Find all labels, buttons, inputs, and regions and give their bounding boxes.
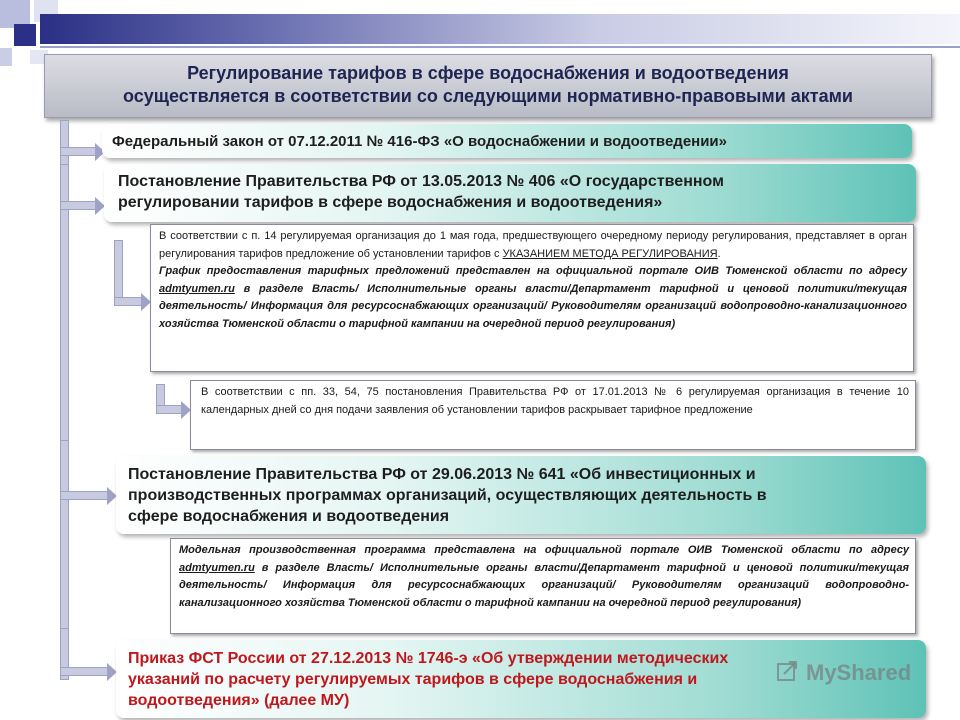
note1-period: . <box>717 247 721 260</box>
header-divider <box>40 46 960 48</box>
note3-site-link[interactable]: admtyumen.ru <box>179 561 255 574</box>
resolution-406-line-1: Постановление Правительства РФ от 13.05.2013 № 406 «О государственном <box>118 173 724 190</box>
share-icon <box>776 660 800 684</box>
note1-text: В соответствии с п. 14 регулируемая организация до 1 мая года, предшествующего очередному периоду регулирования, представляет в орган регулирования тарифов предложение об установлении тарифов с <box>159 230 907 260</box>
title-line-1: Регулирование тарифов в сфере водоснабжения и водоотведения <box>187 63 789 83</box>
slide-title <box>44 54 932 118</box>
note3-path: в разделе Власть/ Исполнительные органы власти/Департамент тарифной и ценовой политики/текущая деятельность/ Информация для ресурсоснабжающих организаций/ Руководителям организаций водопроводно-канализационного хозяйства Тюменской области о тарифной кампании на очередной период регулирования) <box>179 561 909 609</box>
watermark <box>776 658 926 688</box>
note-tariff-proposal <box>150 224 914 372</box>
resolution-641-line-2: производственных программах организаций, осуществляющих деятельность в <box>128 487 767 504</box>
note-model-program <box>170 538 916 634</box>
note3-text: Модельная производственная программа представлена на официальной портале ОИВ Тюменской области по адресу <box>179 544 909 556</box>
fst-order-line-3: водоотведения» (далее МУ) <box>128 692 350 709</box>
connector-arrow <box>156 384 182 414</box>
note2-text: В соответствии с пп. 33, 54, 75 постановления Правительства РФ от 17.01.2013 № 6 регулируемая организация в течение 10 календарных дней со дня подачи заявления об установлении тарифов раскрывает тарифное предложение <box>201 386 909 416</box>
connector-arrow <box>114 240 142 306</box>
watermark-text: MyShared <box>806 660 912 685</box>
federal-law-box <box>102 124 912 158</box>
resolution-641-line-3: сфере водоснабжения и водоотведения <box>128 508 450 525</box>
note1-schedule-text: График предоставления тарифных предложений представлен на официальной портале ОИВ Тюменской области по адресу <box>159 265 907 277</box>
connector-arrow <box>60 120 96 156</box>
fst-order-line-1: Приказ ФСТ России от 27.12.2013 № 1746-э «Об утверждении методических <box>128 650 729 667</box>
title-line-2: осуществляется в соответствии со следующими нормативно-правовыми актами <box>123 86 853 106</box>
note1-underlined: УКАЗАНИЕМ МЕТОДА РЕГУЛИРОВАНИЯ <box>502 247 718 260</box>
resolution-641-box <box>116 456 926 534</box>
decor-square <box>14 24 36 46</box>
resolution-406-line-2: регулировании тарифов в сфере водоснабжения и водоотведения» <box>118 194 663 211</box>
fst-order-line-2: указаний по расчету регулируемых тарифов в сфере водоснабжения и <box>128 671 698 688</box>
note-disclosure <box>190 380 916 450</box>
resolution-641-line-1: Постановление Правительства РФ от 29.06.2013 № 641 «Об инвестиционных и <box>128 466 756 483</box>
resolution-406-box <box>104 164 916 222</box>
note1-site-link[interactable]: admtyumen.ru <box>159 282 235 295</box>
federal-law-text: Федеральный закон от 07.12.2011 № 416-ФЗ «О водоснабжении и водоотведении» <box>112 133 727 150</box>
connector-arrow <box>60 440 108 500</box>
connector-arrow <box>60 164 96 210</box>
connector-arrow <box>60 628 108 676</box>
note1-schedule-path: в разделе Власть/ Исполнительные органы власти/Департамент тарифной и ценовой политики/текущая деятельность/ Информация для ресурсоснабжающих организаций/ Руководителям организаций водопроводно-канализационного хозяйства Тюменской области о тарифной кампании на очередной период регулирования) <box>159 282 907 330</box>
decor-square <box>0 48 12 66</box>
header-gradient-bar <box>40 14 960 44</box>
